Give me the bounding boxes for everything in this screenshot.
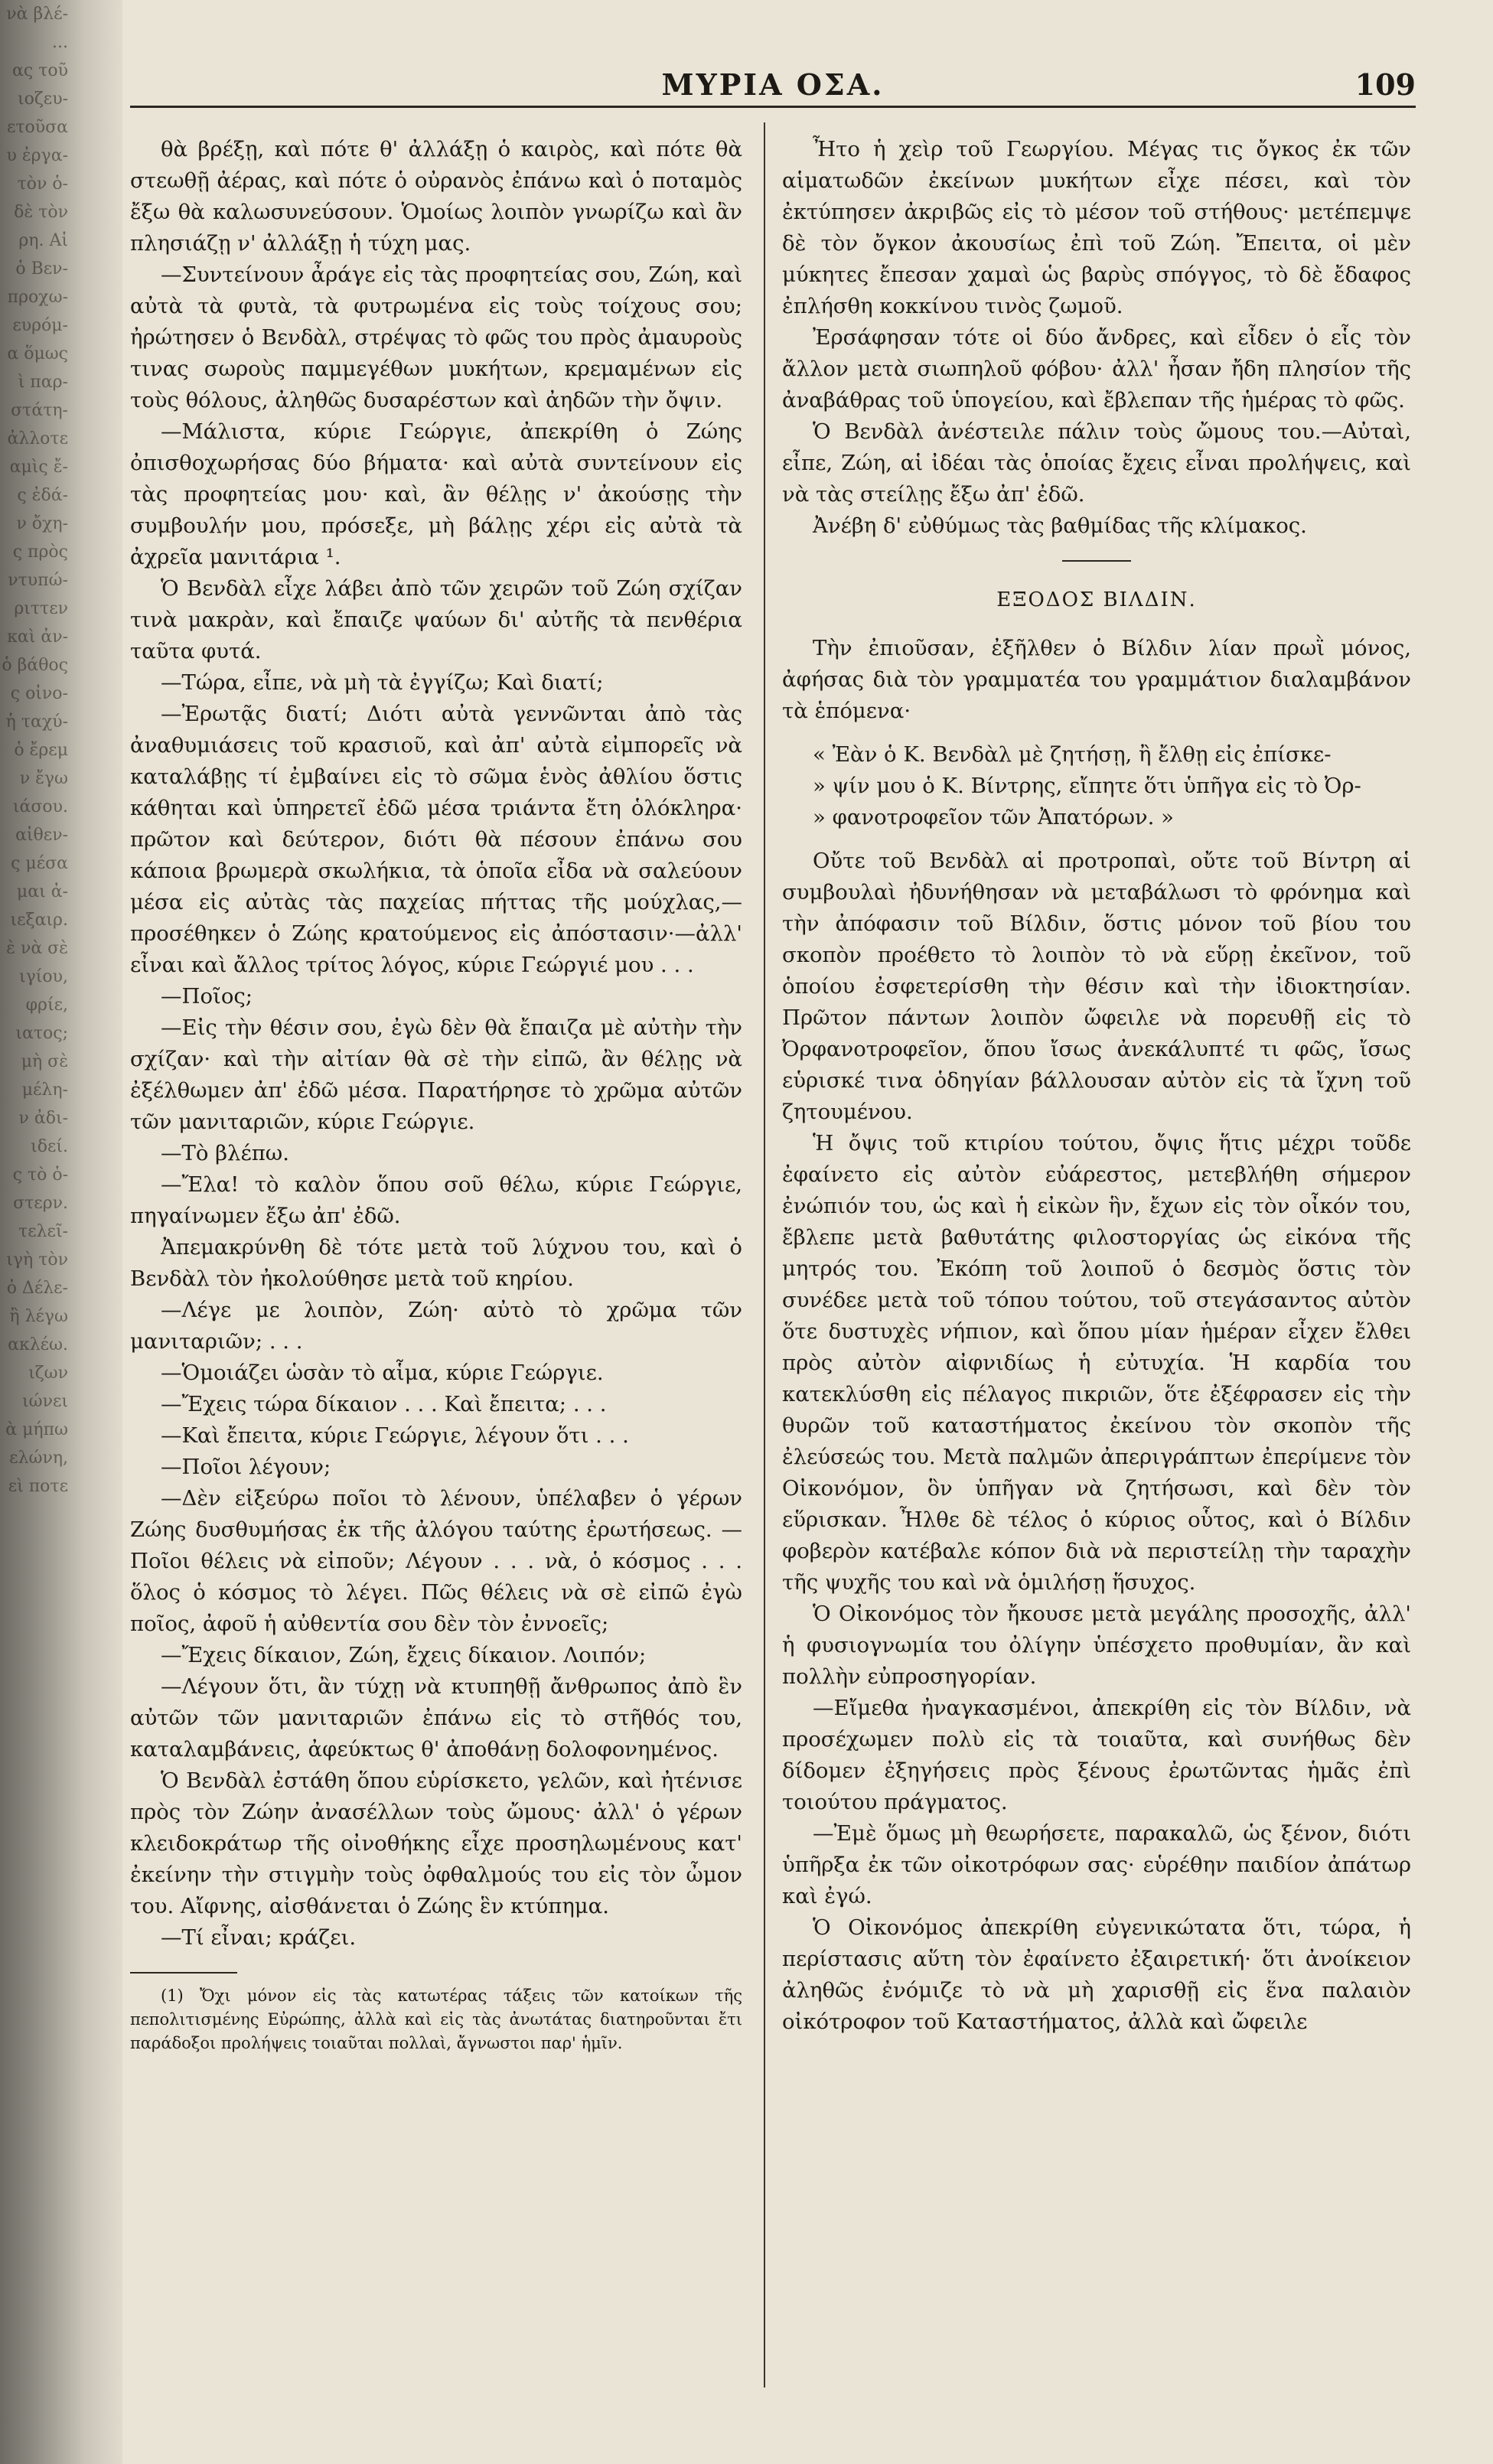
paragraph: —Ἔχεις δίκαιον, Ζώη, ἔχεις δίκαιον. Λοιπόν; bbox=[161, 1643, 647, 1667]
paragraph: θὰ βρέξῃ, καὶ πότε θ' ἀλλάξῃ ὁ καιρὸς, καὶ πότε θὰ στεωθῇ ἀέρας, καὶ πότε ὁ οὐρανὸς ἐπάνω καὶ ὁ ποταμὸς ἔξω θὰ καλωσυνεύσουν. Ὁμοίως λοιπὸν γνωρίζω καὶ ἂν πλησιάζῃ ν' ἀλλάξῃ ἡ τύχη μας. bbox=[130, 137, 742, 256]
paragraph: —Ὁμοιάζει ὡσὰν τὸ αἷμα, κύριε Γεώργιε. bbox=[161, 1361, 604, 1385]
header-rule bbox=[130, 106, 1416, 108]
paragraph: —Ἔλα! τὸ καλὸν ὅπου σοῦ θέλω, κύριε Γεώργιε, πηγαίνωμεν ἔξω ἀπ' ἐδῶ. bbox=[130, 1172, 742, 1228]
margin-fragment: ιγίου, bbox=[18, 967, 68, 986]
margin-fragment: τὸν ὁ- bbox=[17, 174, 68, 194]
margin-fragment: ς τὸ ὁ- bbox=[12, 1165, 68, 1185]
margin-fragment: ιεξαιρ. bbox=[10, 911, 68, 930]
margin-fragment: ... bbox=[52, 33, 68, 52]
paragraph: —Συντείνουν ἆράγε εἰς τὰς προφητείας σου, Ζώη, καὶ αὐτὰ τὰ φυτὰ, τὰ φυτρωμένα εἰς τοὺς τοίχους σου; ἠρώτησεν ὁ Βενδὰλ, στρέψας τὸ φῶς του πρὸς ἀμαυροὺς τινας σωροὺς παμμεγέθων μυκήτων, κρεμαμένων εἰς τοὺς θόλους, ἀληθῶς δυσαρέστων καὶ ἀηδῶν τὴν ὄψιν. bbox=[130, 262, 742, 412]
margin-fragment: ὶ παρ- bbox=[18, 373, 68, 392]
paragraph: —Ἐρωτᾷς διατί; Διότι αὐτὰ γεννῶνται ἀπὸ τὰς ἀναθυμιάσεις τοῦ κρασιοῦ, καὶ ἀπ' αὐτὰ εἰμπορεῖς νὰ καταλάβῃς τί ἐμβαίνει εἰς τὸ σῶμα ἑνὸς ἀθλίου ὅστις κάθηται καὶ ὑπηρετεῖ ἐδῶ μέσα τριάντα ἔτη ὁλόκληρα· πρῶτον καὶ δεύτερον, διότι θὰ πέσουν ἐπάνω σου κάποια βρωμερὰ σκωλήκια, τὰ ὁποῖα εἶδα νὰ σαλεύουν μέσα εἰς αὐτὰς τὰς παχείας πήττας τῆς μούχλας,—προσέθηκεν ὁ Ζώης κρατούμενος εἰς ἀπόστασιν·—ἀλλ' εἶναι καὶ ἄλλος τρίτος λόγος, κύριε Γεώργιέ μου . . . bbox=[130, 702, 742, 977]
paragraph: —Ποῖος; bbox=[161, 984, 253, 1009]
paragraph: Ἐρσάφησαν τότε οἱ δύο ἄνδρες, καὶ εἶδεν ὁ εἷς τὸν ἄλλον μετὰ σιωπηλοῦ φόβου· ἀλλ' ἦσαν ἤδη πλησίον τῆς ἀναβάθρας τοῦ ὑπογείου, καὶ ἔβλεπαν τῆς ἡμέρας τὸ φῶς. bbox=[782, 325, 1411, 412]
paragraph: —Λέγε με λοιπὸν, Ζώη· αὐτὸ τὸ χρῶμα τῶν μανιταριῶν; . . . bbox=[130, 1298, 742, 1354]
margin-fragment: στάτη- bbox=[11, 401, 68, 420]
margin-fragment: αἰθεν- bbox=[15, 826, 68, 845]
section-intro: Τὴν ἐπιοῦσαν, ἐξῆλθεν ὁ Βίλδιν λίαν πρωῒ μόνος, ἀφήσας διὰ τὸν γραμματέα του γραμμάτιον διαλαμβάνον τὰ ἑπόμενα· bbox=[782, 636, 1411, 723]
margin-fragment: υ ἐργα- bbox=[6, 146, 68, 165]
paragraph: —Καὶ ἔπειτα, κύριε Γεώργιε, λέγουν ὅτι . . . bbox=[161, 1423, 629, 1448]
margin-fragment: ς πρὸς bbox=[12, 543, 68, 562]
margin-fragment: ν ἔγω bbox=[19, 769, 68, 788]
paragraph: —Μάλιστα, κύριε Γεώργιε, ἀπεκρίθη ὁ Ζώης ὀπισθοχωρήσας δύο βήματα· καὶ αὐτὰ συντείνουν εἰς τὰς προφητείας μου· καὶ, ἂν θέλῃς ν' ἀκούσῃς τὴν συμβουλήν μου, πρόσεξε, μὴ βάλῃς χέρι εἰς αὐτὰ τὰ ἀχρεῖα μανιτάρια ¹. bbox=[130, 419, 742, 569]
margin-fragment: ἢ λέγω bbox=[9, 1307, 68, 1326]
right-column-text-before bbox=[782, 134, 1411, 542]
margin-fragment: ακλέω. bbox=[8, 1335, 68, 1354]
quoted-note-line: » φανοτροφεῖον τῶν Ἀπατόρων. » bbox=[813, 805, 1174, 829]
right-column bbox=[782, 134, 1411, 2038]
margin-fragment: ιατος; bbox=[15, 1024, 68, 1043]
margin-fragment: καὶ ἀν- bbox=[7, 627, 68, 647]
right-column-text-after bbox=[782, 846, 1411, 2038]
book-page bbox=[130, 46, 1416, 2433]
margin-fragment: εὶ ποτε bbox=[8, 1477, 68, 1496]
margin-fragment: μὴ σὲ bbox=[21, 1052, 68, 1071]
quoted-note-line: » ψίν μου ὁ Κ. Βίντρης, εἴπητε ὅτι ὑπῆγα εἰς τὸ Ὀρ- bbox=[813, 774, 1361, 798]
margin-fragment: ἀλλοτε bbox=[7, 429, 68, 448]
margin-fragment: ιώνει bbox=[22, 1392, 68, 1411]
page-number: 109 bbox=[1354, 67, 1416, 102]
paragraph: Οὔτε τοῦ Βενδὰλ αἱ προτροπαὶ, οὔτε τοῦ Βίντρη αἱ συμβουλαὶ ἠδυνήθησαν νὰ μεταβάλωσι τὸ φρόνημα καὶ τὴν ἀπόφασιν τοῦ Βίλδιν, ὅστις μόνον τοῦ βίου του σκοπὸν προέθετο τὸ λοιπὸν τὸ νὰ εὕρῃ ἐκεῖνον, τοῦ ὁποίου ἐσφετερίσθη τὴν θέσιν καὶ τὴν ἰδιοκτησίαν. Πρῶτον πάντων λοιπὸν ὤφειλε νὰ πορευθῇ εἰς τὸ Ὀρφανοτροφεῖον, ὅπου ἴσως ἀνεκάλυπτέ τι φῶς, ἴσως εὑρισκέ τινα ὁδηγίαν βάλλουσαν αὐτὸν εἰς τὰ ἴχνη τοῦ ζητουμένου. bbox=[782, 849, 1411, 1124]
margin-fragment: ετοῦσα bbox=[6, 118, 68, 137]
margin-fragment: μαι ἀ- bbox=[16, 882, 68, 901]
footnote-rule bbox=[130, 1972, 237, 1973]
quoted-note-line: « Ἐὰν ὁ Κ. Βενδὰλ μὲ ζητήσῃ, ἢ ἔλθῃ εἰς ἐπίσκε- bbox=[813, 742, 1332, 767]
paragraph: —Τὸ βλέπω. bbox=[161, 1141, 289, 1165]
margin-fragment: ιγὴ τὸν bbox=[6, 1250, 68, 1269]
adjacent-page-fragments bbox=[0, 0, 73, 2464]
margin-fragment: ριττεν bbox=[14, 599, 68, 618]
paragraph: —Ἔχεις τώρα δίκαιον . . . Καὶ ἔπειτα; . . . bbox=[161, 1392, 607, 1416]
margin-fragment: ιάσου. bbox=[12, 797, 68, 816]
paragraph: Ὁ Οἰκονόμος τὸν ἤκουσε μετὰ μεγάλης προσοχῆς, ἀλλ' ἡ φυσιογνωμία του ὀλίγην ὑπέσχετο προθυμίαν, ἂν καὶ πολλὴν εὐπροσηγορίαν. bbox=[782, 1602, 1411, 1689]
margin-fragment: ς οἰνο- bbox=[10, 684, 68, 703]
paragraph: —Τώρα, εἶπε, νὰ μὴ τὰ ἐγγίζω; Καὶ διατί; bbox=[161, 670, 604, 695]
margin-fragment: ιδεί. bbox=[31, 1137, 68, 1156]
margin-fragment: ὁ ἔρεμ bbox=[14, 741, 68, 760]
paragraph: —Ποῖοι λέγουν; bbox=[161, 1455, 331, 1479]
paragraph: —Ἐμὲ ὅμως μὴ θεωρήσετε, παρακαλῶ, ὡς ξένον, διότι ὑπῆρξα ἐκ τῶν οἰκοτρόφων σας· εὑρέθην παιδίον ἀπάτωρ καὶ ἐγώ. bbox=[782, 1821, 1411, 1908]
margin-fragment: στερν. bbox=[13, 1194, 68, 1213]
paragraph: Ὁ Βενδὰλ εἶχε λάβει ἀπὸ τῶν χειρῶν τοῦ Ζώη σχίζαν τινὰ μακρὰν, καὶ ἔπαιζε ψαύων δι' αὐτῆς τὰ πενθέρια ταῦτα φυτά. bbox=[130, 576, 742, 663]
margin-fragment: ευρόμ- bbox=[12, 316, 68, 335]
margin-fragment: α ὅμως bbox=[7, 344, 68, 363]
margin-fragment: ὀ Δέλε- bbox=[6, 1279, 68, 1298]
margin-fragment: ελώνη, bbox=[9, 1449, 68, 1468]
margin-fragment: ς ἐδά- bbox=[17, 486, 68, 505]
paragraph: Ὁ Βενδὰλ ἐστάθη ὅπου εὑρίσκετο, γελῶν, καὶ ἠτένισε πρὸς τὸν Ζώην ἀνασέλλων τοὺς ὤμους· ἀλλ' ὁ γέρων κλειδοκράτωρ τῆς οἰνοθήκης εἶχε προσηλωμένους κατ' ἐκείνην τὴν στιγμὴν τοὺς ὀφθαλμούς του εἰς τὸν ὦμον του. Αἴφνης, αἰσθάνεται ὁ Ζώης ἓν κτύπημα. bbox=[130, 1768, 742, 1918]
section-rule bbox=[1062, 560, 1131, 562]
paragraph: Ἦτο ἡ χεὶρ τοῦ Γεωργίου. Μέγας τις ὄγκος ἐκ τῶν αἱματωδῶν ἐκείνων μυκήτων εἶχε πέσει, καὶ τὸν ἐκτύπησεν ἀκριβῶς εἰς τὸ μέσον τοῦ στήθους· μετέπεμψε δὲ τὸν ὄγκον ἀκουσίως ἐπὶ τοῦ Ζώη. Ἔπειτα, οἱ μὲν μύκητες ἔπεσαν χαμαὶ ὡς βαρὺς σπόγγος, τὸ δὲ ἔδαφος ἐπλήσθη κοκκίνου τινὸς ζωμοῦ. bbox=[782, 137, 1411, 318]
margin-fragment: ὰ μήπω bbox=[5, 1420, 68, 1439]
footnote: (1) Ὄχι μόνον εἰς τὰς κατωτέρας τάξεις τῶν κατοίκων τῆς πεπολιτισμένης Εὐρώπης, ἀλλὰ καὶ εἰς τὰς ἀνωτάτας διατηροῦνται ἔτι παράδοξοι προλήψεις τοιαῦται πολλαὶ, ἄγνωστοι παρ' ἡμῖν. bbox=[130, 1987, 742, 2052]
column-divider bbox=[764, 122, 765, 2387]
paragraph: Ὁ Οἰκονόμος ἀπεκρίθη εὐγενικώτατα ὅτι, τώρα, ἡ περίστασις αὕτη τὸν ἐφαίνετο ἐξαιρετική· ὅτι ἀνοίκειον ἀληθῶς ἐνόμιζε τὸ νὰ μὴ χαρισθῇ εἰς ἕνα παλαιὸν οἰκότροφον τοῦ Καταστήματος, ἀλλὰ καὶ ὤφειλε bbox=[782, 1915, 1411, 2034]
margin-fragment: ἡ ταχύ- bbox=[5, 712, 68, 732]
paragraph: Ἀπεμακρύνθη δὲ τότε μετὰ τοῦ λύχνου του, καὶ ὁ Βενδὰλ τὸν ἠκολούθησε μετὰ τοῦ κηρίου. bbox=[130, 1235, 742, 1291]
running-title: ΜΥΡΙΑ ΟΣΑ. bbox=[661, 67, 885, 102]
paragraph: —Εἰς τὴν θέσιν σου, ἐγὼ δὲν θὰ ἔπαιζα μὲ αὐτὴν τὴν σχίζαν· καὶ τὴν αἰτίαν θὰ σὲ τὴν εἰπῶ, ἂν θέλῃς νὰ ἐξέλθωμεν ἀπ' ἐδῶ μέσα. Παρατήρησε τὸ χρῶμα αὐτῶν τῶν μανιταριῶν, κύριε Γεώργιε. bbox=[130, 1015, 742, 1134]
margin-fragment: ιζων bbox=[28, 1364, 68, 1383]
margin-fragment: μέλη- bbox=[21, 1080, 68, 1100]
margin-fragment: τελεῖ- bbox=[18, 1222, 68, 1241]
margin-fragment: ς μέσα bbox=[11, 854, 68, 873]
paragraph: —Λέγουν ὅτι, ἂν τύχῃ νὰ κτυπηθῇ ἄνθρωπος ἀπὸ ἓν αὐτῶν τῶν μανιταριῶν ἐπάνω εἰς τὸ στῆθός του, καταλαμβάνεις, ἀφεύκτως θ' ἀποθάνῃ δολοφονημένος. bbox=[130, 1674, 742, 1762]
margin-fragment: ὁ βάθος bbox=[2, 656, 68, 675]
left-column bbox=[130, 134, 742, 2055]
margin-fragment: ρη. Αἱ bbox=[18, 231, 68, 250]
margin-fragment: ν ἀδι- bbox=[18, 1109, 68, 1128]
margin-fragment: ὁ Βεν- bbox=[15, 259, 68, 279]
margin-fragment: ν ὄχη- bbox=[16, 514, 68, 533]
paragraph: —Τί εἶναι; κράζει. bbox=[161, 1925, 357, 1950]
margin-fragment: νὰ βλέ- bbox=[6, 5, 68, 24]
paragraph: Ἡ ὄψις τοῦ κτιρίου τούτου, ὄψις ἥτις μέχρι τοῦδε ἐφαίνετο εἰς αὐτὸν εὐάρεστος, μετεβλήθη σήμερον ἐνώπιόν του, ὡς καὶ ἡ εἰκὼν ἣν, ἔχων εἰς τὸν οἶκόν του, ἔβλεπε μετὰ βαθυτάτης φιλοστοργίας ὡς εἰκόνα τῆς μητρός του. Ἐκόπη τοῦ λοιποῦ ὁ δεσμὸς ὅστις τὸν συνέδεε μετὰ τοῦ τόπου τούτου, τοῦ στεγάσαντος αὐτὸν ὅτε δυστυχὲς νήπιον, καὶ ὅπου μίαν ἡμέραν εἶχεν ἔλθει πρὸς αὐτὸν αἰφνιδίως ἡ εὐτυχία. Ἡ καρδία του κατεκλύσθη εἰς πέλαγος πικριῶν, ὅτε ἐξέφρασεν εἰς τὴν θυρῶν τοῦ καταστήματος ἐκείνου τὸν σκοπὸν τῆς ἐλεύσεώς του. Μετὰ παλμῶν ἀπεριγράπτων ἐπερίμενε τὸν Οἰκονόμον, ὃν ὑπῆγαν νὰ ζητήσωσι, καὶ δὲν τὸν εὕρισκαν. Ἦλθε δὲ τέλος ὁ κύριος οὗτος, καὶ ὁ Βίλδιν φοβερὸν κατέβαλε κόπον διὰ νὰ περιστείλῃ τὴν ταραχὴν τῆς ψυχῆς του καὶ νὰ ὁμιλήσῃ ἥσυχος. bbox=[782, 1131, 1411, 1595]
paragraph: Ἀνέβη δ' εὐθύμως τὰς βαθμίδας τῆς κλίμακος. bbox=[813, 513, 1307, 538]
margin-fragment: ντυπώ- bbox=[8, 571, 68, 590]
left-column-text bbox=[130, 134, 742, 1954]
margin-fragment: αμὶς ἔ- bbox=[9, 458, 68, 477]
quoted-note bbox=[782, 739, 1411, 833]
margin-fragment: ας τοῦ bbox=[12, 61, 68, 80]
margin-fragment: ιοζευ- bbox=[18, 90, 68, 109]
margin-fragment: προχω- bbox=[7, 288, 68, 307]
running-header bbox=[130, 61, 1416, 107]
paragraph: —Εἴμεθα ἠναγκασμένοι, ἀπεκρίθη εἰς τὸν Βίλδιν, νὰ προσέχωμεν πολὺ εἰς τὰ τοιαῦτα, καὶ συνήθως δὲν δίδομεν ἐξηγήσεις πρὸς ξένους ἐρωτῶντας ἡμᾶς ἐπὶ τοιούτου πράγματος. bbox=[782, 1696, 1411, 1814]
margin-fragment: φρίε, bbox=[25, 996, 68, 1015]
paragraph: —Δὲν εἰξεύρω ποῖοι τὸ λένουν, ὑπέλαβεν ὁ γέρων Ζώης δυσθυμήσας ἐκ τῆς ἀλόγου ταύτης ἐρωτήσεως. —Ποῖοι θέλεις νὰ εἰποῦν; Λέγουν . . . νὰ, ὁ κόσμος . . . ὅλος ὁ κόσμος τὸ λέγει. Πῶς θέλεις νὰ σὲ εἰπῶ ἐγὼ ποῖος, ἀφοῦ ἡ αὐθεντία σου δὲν τὸν ἐννοεῖς; bbox=[130, 1486, 742, 1636]
margin-fragment: ὲ νὰ σὲ bbox=[6, 939, 68, 958]
margin-fragment: δὲ τὸν bbox=[14, 203, 68, 222]
paragraph: Ὁ Βενδὰλ ἀνέστειλε πάλιν τοὺς ὤμους του.—Αὐταὶ, εἶπε, Ζώη, αἱ ἰδέαι τὰς ὁποίας ἔχεις εἶναι προλήψεις, καὶ νὰ τὰς στείλῃς ἔξω ἀπ' ἐδῶ. bbox=[782, 419, 1411, 507]
section-title: ΕΞΟΔΟΣ ΒΙΛΔΙΝ. bbox=[996, 588, 1197, 611]
